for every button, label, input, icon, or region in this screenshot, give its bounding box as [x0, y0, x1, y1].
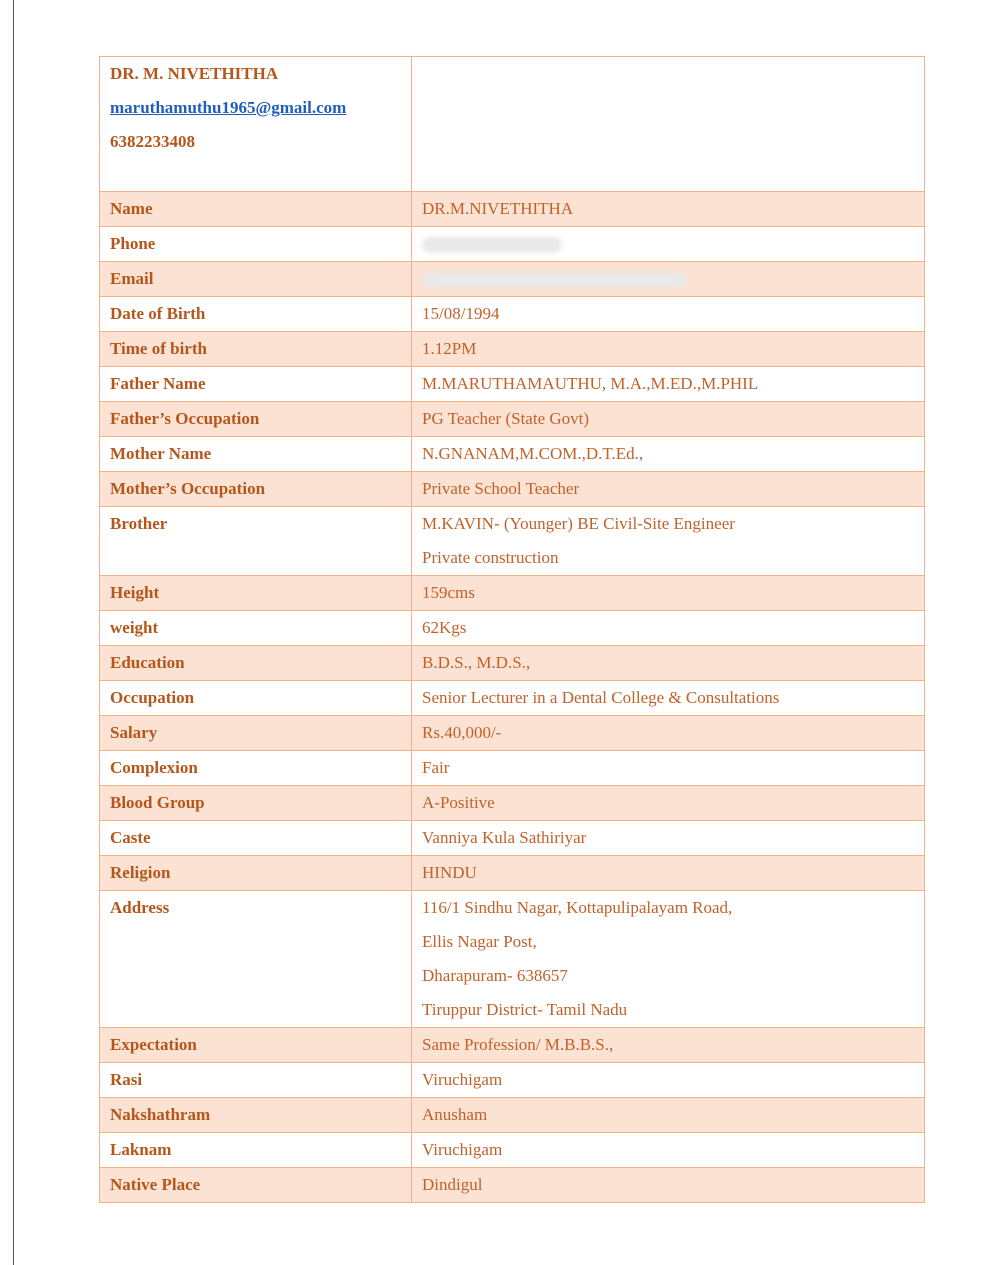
row-label: Expectation: [100, 1028, 412, 1063]
row-height: [100, 576, 925, 611]
value-line: 116/1 Sindhu Nagar, Kottapulipalayam Road,: [422, 898, 733, 917]
row-value: [412, 821, 925, 856]
value-line: Rs.40,000/-: [422, 723, 502, 742]
row-father-name: [100, 367, 925, 402]
value-line: N.GNANAM,M.COM.,D.T.Ed.,: [422, 444, 644, 463]
value-line: Private construction: [422, 548, 559, 567]
row-complexion: [100, 751, 925, 786]
row-religion: [100, 856, 925, 891]
value-line: Private School Teacher: [422, 479, 580, 498]
header-name: DR. M. NIVETHITHA: [110, 64, 279, 83]
row-label: weight: [100, 611, 412, 646]
value-line: M.KAVIN- (Younger) BE Civil-Site Engineer: [422, 514, 735, 533]
row-label: Mother Name: [100, 437, 412, 472]
value-line: DR.M.NIVETHITHA: [422, 199, 574, 218]
value-line: HINDU: [422, 863, 477, 882]
value-line: Senior Lecturer in a Dental College & Consultations: [422, 688, 780, 707]
row-salary: [100, 716, 925, 751]
row-expectation: [100, 1028, 925, 1063]
row-label: Nakshathram: [100, 1098, 412, 1133]
row-caste: [100, 821, 925, 856]
row-laknam: [100, 1133, 925, 1168]
row-blood-group: [100, 786, 925, 821]
row-label: Caste: [100, 821, 412, 856]
row-label: Blood Group: [100, 786, 412, 821]
row-label: Salary: [100, 716, 412, 751]
biodata-sheet: [99, 56, 925, 1203]
biodata-table: [99, 56, 925, 1203]
row-native-place: [100, 1168, 925, 1203]
row-nakshathram: [100, 1098, 925, 1133]
row-label: Email: [100, 262, 412, 297]
value-line: Ellis Nagar Post,: [422, 932, 537, 951]
row-label: Address: [100, 891, 412, 1028]
row-time-of-birth: [100, 332, 925, 367]
row-label: Laknam: [100, 1133, 412, 1168]
row-value: [412, 891, 925, 1028]
row-email: [100, 262, 925, 297]
row-date-of-birth: [100, 297, 925, 332]
page-edge-line: [13, 0, 14, 1265]
row-rasi: [100, 1063, 925, 1098]
row-label: Name: [100, 192, 412, 227]
row-phone: [100, 227, 925, 262]
row-value: [412, 681, 925, 716]
row-label: Complexion: [100, 751, 412, 786]
row-weight: [100, 611, 925, 646]
row-address: [100, 891, 925, 1028]
row-father-s-occupation: [100, 402, 925, 437]
row-value: [412, 472, 925, 507]
value-line: Tiruppur District- Tamil Nadu: [422, 1000, 628, 1019]
row-value: [412, 1028, 925, 1063]
row-label: Occupation: [100, 681, 412, 716]
value-line: 159cms: [422, 583, 475, 602]
row-value: [412, 402, 925, 437]
row-value: [412, 192, 925, 227]
value-line: Dindigul: [422, 1175, 483, 1194]
row-value: [412, 751, 925, 786]
row-label: Rasi: [100, 1063, 412, 1098]
row-value: [412, 507, 925, 576]
row-value: [412, 1133, 925, 1168]
row-label: Phone: [100, 227, 412, 262]
row-value: [412, 856, 925, 891]
row-label: Education: [100, 646, 412, 681]
row-mother-s-occupation: [100, 472, 925, 507]
row-value: [412, 262, 925, 297]
value-line: 15/08/1994: [422, 304, 500, 323]
value-line: Same Profession/ M.B.B.S.,: [422, 1035, 614, 1054]
row-label: Mother’s Occupation: [100, 472, 412, 507]
row-value: [412, 576, 925, 611]
row-value: [412, 716, 925, 751]
row-value: [412, 437, 925, 472]
row-value: [412, 227, 925, 262]
row-label: Height: [100, 576, 412, 611]
value-line: Anusham: [422, 1105, 488, 1124]
row-label: Father’s Occupation: [100, 402, 412, 437]
value-line: Vanniya Kula Sathiriyar: [422, 828, 587, 847]
row-label: Religion: [100, 856, 412, 891]
value-line: 62Kgs: [422, 618, 467, 637]
value-line: Viruchigam: [422, 1140, 503, 1159]
value-line: 1.12PM: [422, 339, 477, 358]
row-value: [412, 297, 925, 332]
row-label: Time of birth: [100, 332, 412, 367]
row-brother: [100, 507, 925, 576]
header-phone: 6382233408: [110, 132, 195, 151]
row-value: [412, 1168, 925, 1203]
row-label: Date of Birth: [100, 297, 412, 332]
row-label: Brother: [100, 507, 412, 576]
header-empty-cell: [412, 57, 925, 192]
row-value: [412, 646, 925, 681]
row-value: [412, 786, 925, 821]
header-contact-cell: [100, 57, 412, 192]
value-line: A-Positive: [422, 793, 495, 812]
header-row: [100, 57, 925, 192]
row-mother-name: [100, 437, 925, 472]
redacted-blur: [422, 237, 562, 253]
value-line: Dharapuram- 638657: [422, 966, 568, 985]
row-value: [412, 1063, 925, 1098]
row-value: [412, 611, 925, 646]
row-value: [412, 1098, 925, 1133]
value-line: Viruchigam: [422, 1070, 503, 1089]
value-line: B.D.S., M.D.S.,: [422, 653, 531, 672]
row-education: [100, 646, 925, 681]
row-value: [412, 367, 925, 402]
value-line: Fair: [422, 758, 450, 777]
redacted-blur: [422, 272, 687, 288]
value-line: PG Teacher (State Govt): [422, 409, 590, 428]
row-label: Father Name: [100, 367, 412, 402]
value-line: M.MARUTHAMAUTHU, M.A.,M.ED.,M.PHIL: [422, 374, 759, 393]
row-value: [412, 332, 925, 367]
header-email-link[interactable]: maruthamuthu1965@gmail.com: [110, 98, 347, 117]
row-occupation: [100, 681, 925, 716]
row-name: [100, 192, 925, 227]
row-label: Native Place: [100, 1168, 412, 1203]
